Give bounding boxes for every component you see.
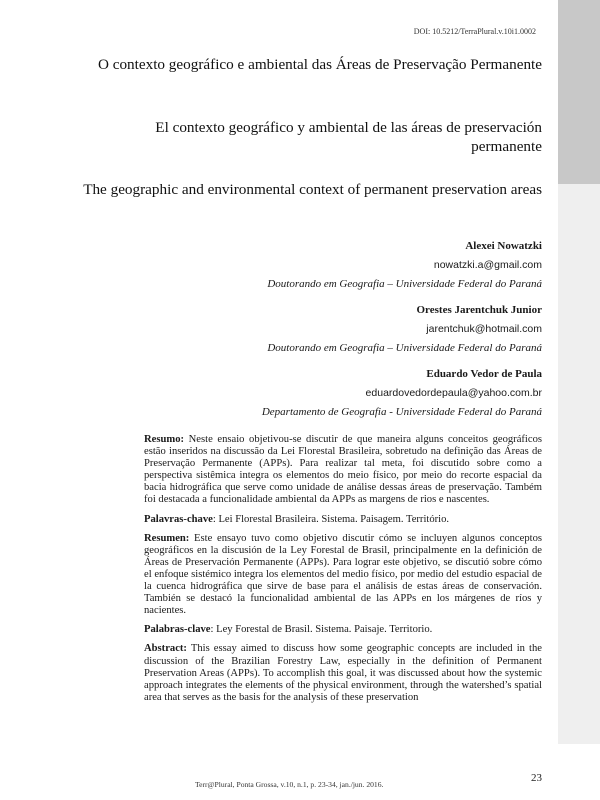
author-name: Orestes Jarentchuk Junior: [416, 304, 542, 316]
palavras-chave-label: Palavras-chave: [144, 513, 213, 525]
palabras-clave-text: : Ley Forestal de Brasil. Sistema. Paisaje. Territorio.: [210, 624, 433, 636]
title-portuguese: O contexto geográfico e ambiental das Áreas de Preservação Permanente: [97, 56, 542, 73]
author-affiliation: Doutorando em Geografia – Universidade Federal do Paraná: [267, 342, 542, 354]
title-spanish: El contexto geográfico y ambiental de las áreas de preservación permanente: [155, 119, 542, 155]
sidebar-dark-band: [558, 0, 600, 184]
resumo-label: Resumo:: [144, 434, 185, 445]
journal-footer: Terr@Plural, Ponta Grossa, v.10, n.1, p. 23-34, jan./jun. 2016.: [195, 780, 384, 789]
author-name: Alexei Nowatzki: [465, 240, 542, 252]
abstract-label: Abstract:: [144, 643, 187, 655]
resumen-paragraph: [144, 533, 542, 618]
palabras-clave-line: [144, 624, 542, 636]
author-email[interactable]: eduardovedordepaula@yahoo.com.br: [365, 387, 542, 399]
abstract-paragraph: [144, 643, 542, 703]
palabras-clave-label: Palabras-clave: [144, 624, 211, 636]
page-sidebar: [558, 0, 600, 800]
resumo-paragraph: [144, 434, 542, 507]
author-block: [182, 301, 542, 358]
author-email[interactable]: jarentchuk@hotmail.com: [426, 323, 542, 335]
author-block: [182, 365, 542, 422]
author-affiliation: Departamento de Geografia - Universidade Federal do Paraná: [261, 406, 542, 418]
sidebar-light-band: [558, 184, 600, 744]
author-name: Eduardo Vedor de Paula: [426, 368, 542, 380]
doi-label: DOI: 10.5212/TerraPlural.v.10i1.0002: [413, 27, 536, 36]
author-block: [182, 237, 542, 294]
page-number: 23: [531, 772, 542, 784]
title-english: The geographic and environmental context of permanent preservation areas: [83, 181, 542, 198]
resumen-label: Resumen:: [144, 532, 190, 544]
author-list: [182, 237, 542, 429]
abstract-text: This essay aimed to discuss how some geographic concepts are included in the discussion of the Brazilian Forestry Law, especially in the definition of Permanent Preservation Areas (APPs). To accomplish this goal, it was discussed about how the systemic approach integrates the elements of the physical environment, through the watershed’s spatial area that serves as the basis for the analysis of these preservation: [144, 643, 542, 703]
abstracts-section: [144, 434, 542, 711]
author-email[interactable]: nowatzki.a@gmail.com: [433, 259, 542, 271]
resumo-text: Neste ensaio objetivou-se discutir de que maneira alguns conceitos geográficos estão inseridos na discussão da Lei Florestal Brasileira, sobretudo na definição das Áreas de Preservação Permanente (APPs). Para realizar tal meta, foi discutido sobre como a perspectiva sistêmica integra os elementos do meio físico, por meio do recorte espacial da bacia hidrográfica que serve como unidade de análise dessas áreas de preservação. Também foi destacada a funcionalidade ambiental da APPs as margens de rios e nascentes.: [144, 434, 542, 506]
resumen-text: Este ensayo tuvo como objetivo discutir cómo se incluyen algunos conceptos geográficos en la discusión de la Ley Forestal de Brasil, principalmente en la definición de Áreas de Preservación Permanente (APPs). Para lograr este objetivo, se discutió sobre cómo el enfoque sistémico integra los elementos del medio físico, por medio del estudio espacial de la cuenca hidrográfica que sirve de base para el análisis de estas áreas de conservación. También se destacó la funcionalidad ambiental de las APPs en los márgenes de ríos y nacientes.: [144, 532, 542, 617]
palavras-chave-line: [144, 514, 542, 526]
palavras-chave-text: : Lei Florestal Brasileira. Sistema. Paisagem. Território.: [212, 513, 450, 525]
author-affiliation: Doutorando em Geografia – Universidade Federal do Paraná: [267, 278, 542, 290]
